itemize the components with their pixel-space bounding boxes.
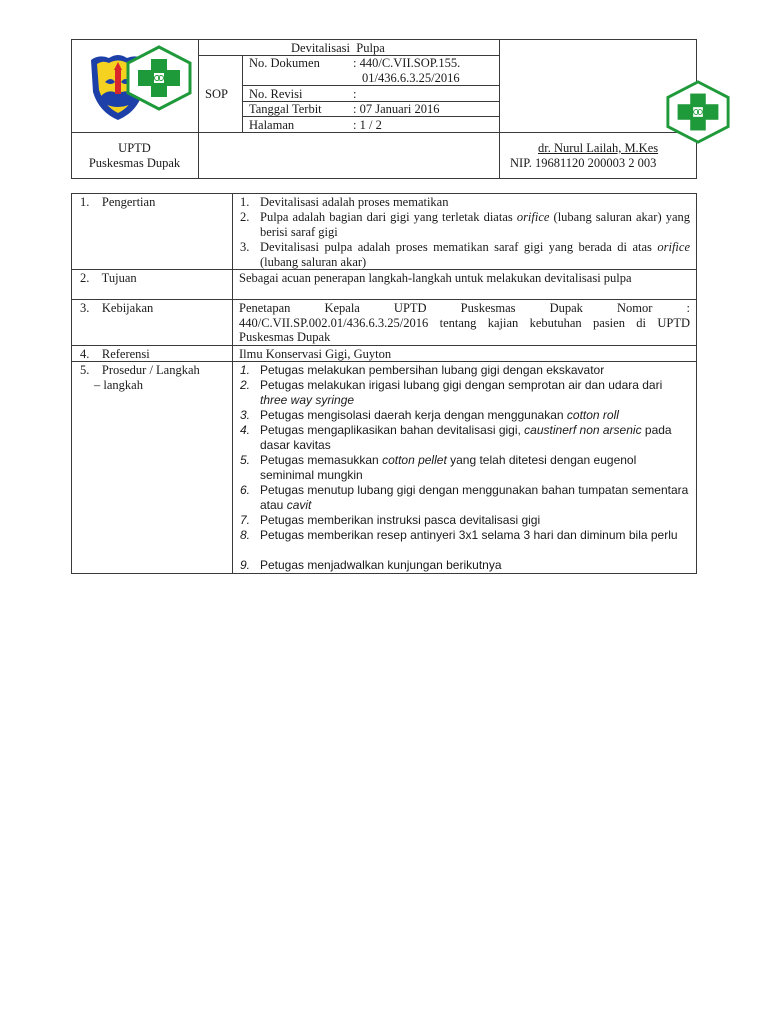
list-item	[240, 528, 690, 543]
list-text: Devitalisasi pulpa adalah proses mematikan saraf gigi yang berada di atas orifice (lubang saluran akar)	[260, 240, 690, 269]
section-label-prosedur-cont: – langkah	[94, 378, 143, 392]
list-text: Petugas melakukan pembersihan lubang gigi dengan ekskavator	[260, 363, 605, 377]
list-text: Petugas menutup lubang gigi dengan menggunakan bahan tumpatan sementara atau cavit	[260, 483, 689, 512]
field-label: No. Revisi	[249, 87, 303, 101]
field-value: : 440/C.VII.SOP.155.	[353, 56, 461, 70]
header-divider	[71, 132, 697, 133]
document-title: Devitalisasi Pulpa	[291, 41, 385, 55]
list-item	[240, 423, 690, 453]
list-number: 6.	[240, 483, 251, 497]
field-label: No. Dokumen	[249, 56, 320, 70]
list-number: 1.	[240, 195, 250, 209]
list-number: 2.	[240, 210, 250, 224]
list-text: Petugas menjadwalkan kunjungan berikutnya	[260, 558, 502, 572]
list-text: Petugas mengaplikasikan bahan devitalisasi gigi, caustinerf non arsenic pada dasar kavitas	[260, 423, 672, 452]
list-text: Petugas melakukan irigasi lubang gigi dengan semprotan air dan udara dari three way syringe	[260, 378, 663, 407]
header-divider	[499, 39, 500, 179]
list-text: Petugas memasukkan cotton pellet yang telah ditetesi dengan eugenol seminimal mungkin	[260, 453, 637, 482]
field-value: : 1 / 2	[353, 118, 382, 132]
list-number: 5.	[240, 453, 251, 467]
list-number: 3.	[240, 408, 251, 422]
section-label-referensi: 4. Referensi	[80, 347, 150, 361]
referensi-text: Ilmu Konservasi Gigi, Guyton	[239, 347, 392, 361]
list-item	[240, 408, 690, 423]
field-label: Halaman	[249, 118, 295, 132]
list-item	[240, 195, 690, 210]
list-item	[240, 240, 690, 269]
field-value: 01/436.6.3.25/2016	[362, 71, 460, 85]
list-number: 4.	[240, 423, 251, 437]
list-text: Petugas memberikan instruksi pasca devitalisasi gigi	[260, 513, 541, 527]
header-divider	[242, 116, 499, 117]
list-number: 2.	[240, 378, 251, 392]
list-item	[240, 210, 690, 239]
list-text: Petugas mengisolasi daerah kerja dengan menggunakan cotton roll	[260, 408, 619, 422]
field-label: Tanggal Terbit	[249, 102, 322, 116]
section-label-prosedur: 5. Prosedur / Langkah	[80, 363, 200, 377]
row-divider	[71, 269, 697, 270]
signer-nip: NIP. 19681120 200003 2 003	[510, 156, 657, 170]
list-number: 7.	[240, 513, 251, 527]
tujuan-text: Sebagai acuan penerapan langkah-langkah untuk melakukan devitalisasi pulpa	[239, 271, 632, 285]
list-text: Devitalisasi adalah proses mematikan	[260, 195, 449, 209]
row-divider	[71, 345, 697, 346]
org-name: UPTD	[118, 141, 151, 155]
list-item	[240, 558, 690, 573]
row-divider	[71, 299, 697, 300]
section-label-tujuan: 2. Tujuan	[80, 271, 137, 285]
signer-name: dr. Nurul Lailah, M.Kes	[538, 141, 659, 155]
list-text: Petugas memberikan resep antinyeri 3x1 selama 3 hari dan diminum bila perlu	[260, 528, 678, 542]
org-name: Puskesmas Dupak	[88, 156, 181, 170]
puskesmas-logo	[124, 45, 194, 111]
sop-label: SOP	[205, 87, 228, 101]
list-item	[240, 483, 690, 513]
section-label-kebijakan: 3. Kebijakan	[80, 301, 154, 315]
puskesmas-logo	[664, 79, 732, 145]
header-divider	[242, 55, 243, 132]
field-value: : 07 Januari 2016	[353, 102, 440, 116]
list-number: 3.	[240, 240, 250, 254]
list-number: 1.	[240, 363, 251, 377]
list-item	[240, 363, 690, 378]
list-text: Pulpa adalah bagian dari gigi yang terletak diatas orifice (lubang saluran akar) yang berisi saraf gigi	[260, 210, 690, 239]
list-item	[240, 378, 690, 408]
header-divider	[198, 39, 199, 179]
column-divider	[232, 193, 233, 574]
list-number: 8.	[240, 528, 251, 542]
kebijakan-text: Penetapan Kepala UPTD Puskesmas Dupak Nomor : 440/C.VII.SP.002.01/436.6.3.25/2016 tentang kajian kebutuhan pasien di UPTD Puskesmas Dupak	[239, 301, 690, 344]
list-item	[240, 513, 690, 528]
list-item	[240, 453, 690, 483]
section-label-pengertian: 1. Pengertian	[80, 195, 156, 209]
list-number: 9.	[240, 558, 251, 572]
field-value: :	[353, 87, 357, 101]
header-divider	[242, 85, 499, 86]
